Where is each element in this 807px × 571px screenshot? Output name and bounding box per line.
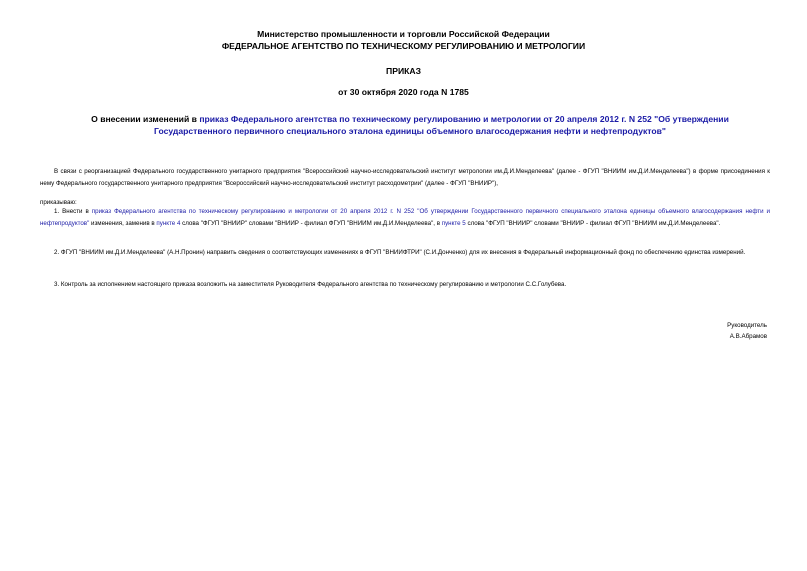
order-word: приказываю: <box>40 199 77 206</box>
item-1-text-b: слова "ФГУП "ВНИИР" словами "ВНИИР - филиал ФГУП "ВНИИМ им.Д.И.Менделеева", в <box>180 219 442 227</box>
title-order-link[interactable]: приказ Федерального агентства по техническому регулированию и метрологии от 20 апреля 2012 г. N 252 "Об утверждении Государственного первичного специального эталона единицы объемного влагосодержания нефти и нефтепродуктов" <box>154 114 729 136</box>
agency-heading: ФЕДЕРАЛЬНОЕ АГЕНТСТВО ПО ТЕХНИЧЕСКОМУ РЕГУЛИРОВАНИЮ И МЕТРОЛОГИИ <box>221 41 586 51</box>
item-1-clause-5-link[interactable]: пункте 5 <box>441 219 466 227</box>
title-prefix: О внесении изменений в <box>91 114 200 124</box>
signatory-name: А.В.Абрамов <box>729 333 767 340</box>
document-title <box>60 114 760 137</box>
item-1-paragraph <box>40 206 770 229</box>
signatory-position: Руководитель <box>727 322 767 329</box>
item-1-text-a: изменения, заменив в <box>89 219 157 227</box>
ministry-heading: Министерство промышленности и торговли Российской Федерации <box>257 29 550 39</box>
item-1-text-c: слова "ФГУП "ВНИИР" словами "ВНИИР - филиал ФГУП "ВНИИМ им.Д.И.Менделеева". <box>465 219 721 227</box>
item-3-paragraph: 3. Контроль за исполнением настоящего приказа возложить на заместителя Руководителя Федерального агентства по техническому регулированию и метрологии С.С.Голубева. <box>54 281 567 288</box>
document-date: от 30 октября 2020 года N 1785 <box>338 87 469 97</box>
item-2-paragraph: 2. ФГУП "ВНИИМ им.Д.И.Менделеева" (А.Н.Пронин) направить сведения о соответствующих изменениях в ФГУП "ВНИИФТРИ" (С.И.Донченко) для их внесения в Федеральный информационный фонд по обеспечению единства измерений. <box>54 249 746 256</box>
document-type: ПРИКАЗ <box>386 66 421 76</box>
item-1-clause-4-link[interactable]: пункте 4 <box>156 219 181 227</box>
item-1-start: 1. Внести в <box>54 208 92 215</box>
item-1-order-link[interactable]: приказ Федерального агентства по техническому регулированию и метрологии от 20 апреля 2012 г. N 252 "Об утверждении Государственного первичного специального эталона единицы объемного влагосодержания нефти и нефтепродуктов" <box>40 208 770 227</box>
intro-paragraph: В связи с реорганизацией Федерального государственного унитарного предприятия "Всероссийский научно-исследовательский институт метрологии им.Д.И.Менделеева" (далее - ФГУП "ВНИИМ им.Д.И.Менделеева") в форме присоединения к нему Федерального государственного унитарного предприятия "Всероссийский научно-исследовательский институт расходометрии" (далее - ФГУП "ВНИИР"), <box>40 168 770 187</box>
